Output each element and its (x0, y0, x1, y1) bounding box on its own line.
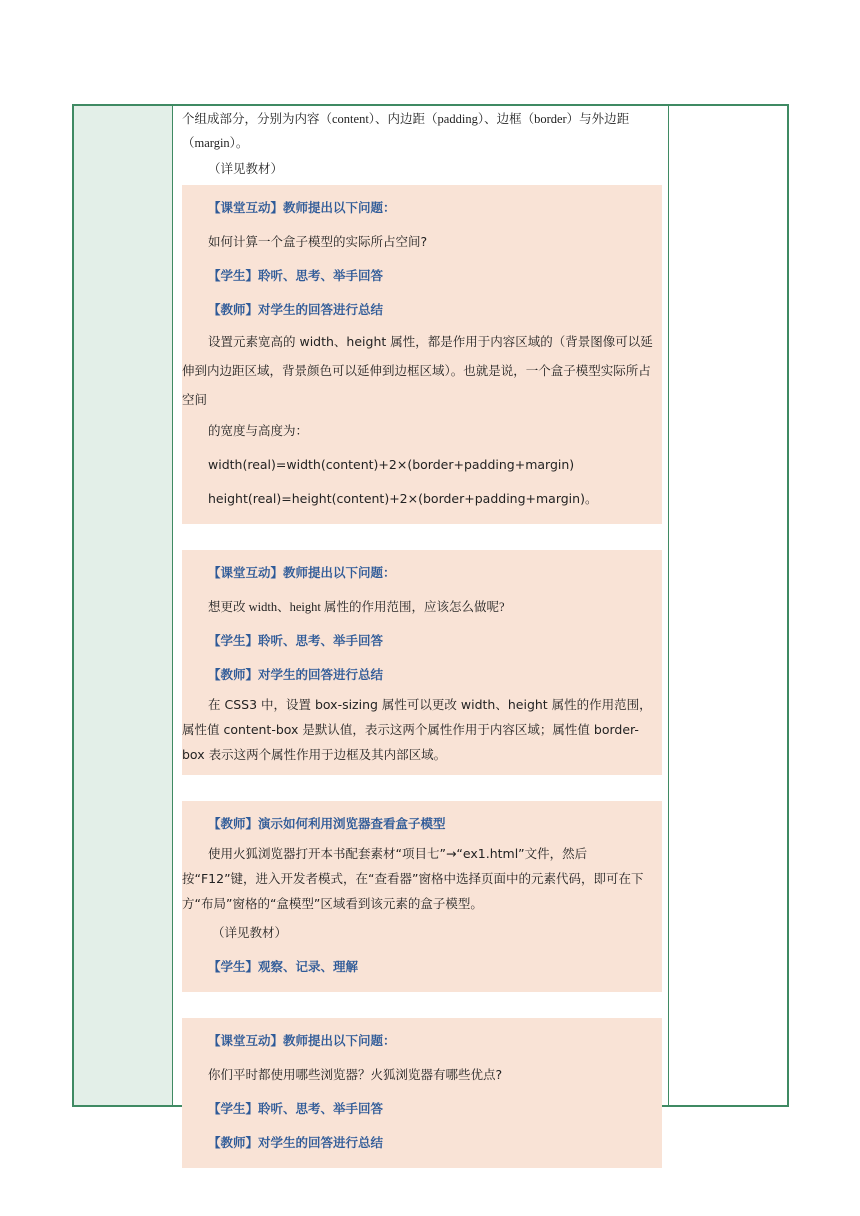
block1-formula-height: height(real)=height(content)+2×(border+padding+margin)。 (208, 491, 598, 506)
block1-paragraph: 设置元素宽高的 width、height 属性，都是作用于内容区域的（背景图像可以延伸到内边距区域，背景颜色可以延伸到边框区域）。也就是说，一个盒子模型实际所占空间 (182, 334, 653, 407)
block2-paragraph: 在 CSS3 中，设置 box-sizing 属性可以更改 width、height 属性的作用范围，属性值 content-box 是默认值，表示这两个属性作用于内容区域；属性值 border-box 表示这两个属性作用于边框及其内部区域。 (182, 697, 652, 762)
intro-line-1: 个组成部分，分别为内容（content）、内边距（padding）、边框（border）与外边距 (182, 112, 630, 126)
block1-heading: 【课堂互动】教师提出以下问题： (208, 200, 396, 215)
block2-heading: 【课堂互动】教师提出以下问题： (208, 565, 396, 580)
block2-teacher: 【教师】对学生的回答进行总结 (208, 667, 384, 682)
block4-student: 【学生】聆听、思考、举手回答 (208, 1101, 384, 1116)
block1-paragraph-cont: 的宽度与高度为： (208, 423, 309, 438)
block2-student: 【学生】聆听、思考、举手回答 (208, 633, 384, 648)
interaction-block-3 (182, 1018, 662, 1168)
lesson-table (72, 104, 789, 1150)
left-column (74, 106, 173, 1105)
interaction-block-2 (182, 550, 662, 775)
intro-line-2: （margin）。 (182, 136, 249, 150)
block3-student: 【学生】观察、记录、理解 (208, 959, 359, 974)
block4-teacher: 【教师】对学生的回答进行总结 (208, 1135, 384, 1150)
demo-block (182, 801, 662, 992)
block1-question: 如何计算一个盒子模型的实际所占空间? (208, 234, 428, 249)
block1-teacher: 【教师】对学生的回答进行总结 (208, 302, 384, 317)
block3-note: （详见教材） (212, 925, 288, 940)
block3-paragraph: 使用火狐浏览器打开本书配套素材“项目七”→“ex1.html”文件，然后按“F12”键，进入开发者模式，在“查看器”窗格中选择页面中的元素代码，即可在下方“布局”窗格的“盒模型”区域看到该元素的盒子模型。 (182, 846, 644, 911)
intro-note: （详见教材） (208, 161, 284, 176)
right-column-divider (668, 106, 669, 1105)
block4-question: 你们平时都使用哪些浏览器？火狐浏览器有哪些优点? (208, 1067, 503, 1082)
interaction-block-1 (182, 185, 662, 524)
block1-student: 【学生】聆听、思考、举手回答 (208, 268, 384, 283)
block3-heading: 【教师】演示如何利用浏览器查看盒子模型 (208, 816, 446, 831)
content-column (182, 106, 662, 1168)
block4-heading: 【课堂互动】教师提出以下问题： (208, 1033, 396, 1048)
block2-question: 想更改 width、height 属性的作用范围，应该怎么做呢? (208, 600, 505, 614)
block1-formula-width: width(real)=width(content)+2×(border+padding+margin) (208, 457, 575, 472)
